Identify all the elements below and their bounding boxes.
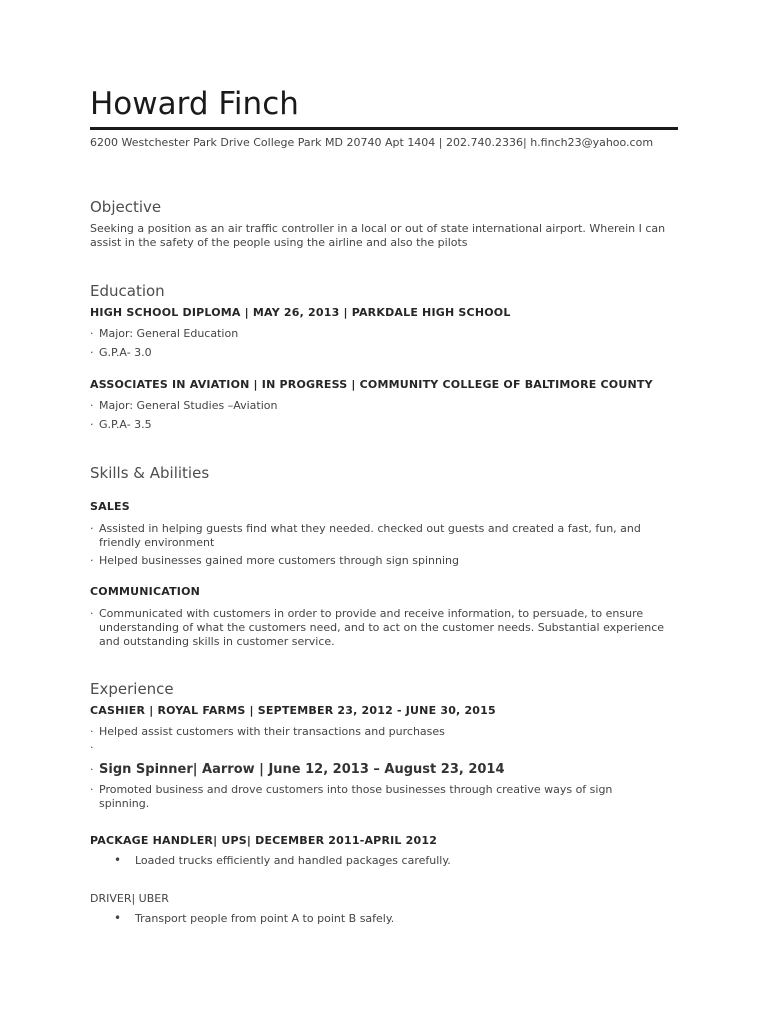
- job-driver-bullet-1: [114, 912, 394, 925]
- job-package-handler-bullet-1: [114, 854, 451, 867]
- bullet-text: G.P.A- 3.0: [99, 346, 152, 359]
- bullet-dot-icon: ·: [90, 399, 94, 412]
- bullet-dot-icon: ·: [90, 607, 94, 620]
- objective-text-content: Seeking a position as an air traffic controller in a local or out of state international airport. Wherein I can assist in the safety of the people using the airline and also the pilots: [90, 222, 666, 249]
- section-title-objective: Objective: [90, 198, 162, 216]
- bullet-dot-icon: ·: [90, 763, 94, 776]
- education-1-bullet-1: [90, 327, 680, 341]
- skills-heading-communication: COMMUNICATION: [90, 585, 201, 598]
- skills-communication-bullet-1: [90, 607, 670, 649]
- bullet-dot-icon: •: [114, 911, 122, 925]
- bullet-dot-icon: ·: [90, 783, 94, 796]
- job-sign-spinner-bullet-1: [90, 783, 650, 811]
- bullet-text: Promoted business and drove customers into those businesses through creative ways of sign spinning.: [99, 783, 613, 810]
- bullet-text: G.P.A- 3.5: [99, 418, 152, 431]
- job-heading-cashier: CASHIER | ROYAL FARMS | SEPTEMBER 23, 2012 - JUNE 30, 2015: [90, 704, 496, 717]
- bullet-text: Communicated with customers in order to provide and receive information, to persuade, to ensure understanding of what the customers need, and to act on the customer needs. Substantial experience and outstanding skills in customer service.: [99, 607, 665, 648]
- education-2-bullet-2: [90, 418, 680, 432]
- bullet-dot-icon: •: [114, 853, 122, 867]
- education-2-bullet-1: [90, 399, 680, 413]
- job-sign-spinner-heading-row: [90, 762, 680, 778]
- job-heading-driver: DRIVER| UBER: [90, 892, 169, 905]
- bullet-dot-icon: ·: [90, 327, 94, 340]
- skills-heading-sales: SALES: [90, 500, 130, 513]
- bullet-text: Major: General Education: [99, 327, 239, 340]
- job-cashier-bullet-1: [90, 725, 680, 739]
- bullet-dot-icon: ·: [90, 725, 94, 738]
- bullet-dot-icon: ·: [90, 346, 94, 359]
- education-1-bullet-2: [90, 346, 680, 360]
- job-heading-sign-spinner: Sign Spinner| Aarrow | June 12, 2013 – August 23, 2014: [99, 762, 505, 777]
- header-divider: [90, 127, 678, 130]
- bullet-text: Helped assist customers with their transactions and purchases: [99, 725, 445, 738]
- education-heading-1: HIGH SCHOOL DIPLOMA | MAY 26, 2013 | PARKDALE HIGH SCHOOL: [90, 306, 511, 319]
- objective-text: [90, 222, 670, 250]
- section-title-education: Education: [90, 282, 165, 300]
- contact-info: 6200 Westchester Park Drive College Park MD 20740 Apt 1404 | 202.740.2336| h.finch23@yahoo.com: [90, 136, 654, 149]
- bullet-dot-icon: ·: [90, 522, 94, 535]
- education-heading-2: ASSOCIATES IN AVIATION | IN PROGRESS | COMMUNITY COLLEGE OF BALTIMORE COUNTY: [90, 378, 653, 391]
- bullet-text: Loaded trucks efficiently and handled packages carefully.: [135, 854, 451, 867]
- skills-sales-bullet-2: [90, 554, 680, 568]
- bullet-text: Assisted in helping guests find what they needed. checked out guests and created a fast, fun, and friendly environment: [99, 522, 641, 549]
- job-heading-package-handler: PACKAGE HANDLER| UPS| DECEMBER 2011-APRIL 2012: [90, 834, 438, 847]
- bullet-text: Major: General Studies –Aviation: [99, 399, 278, 412]
- bullet-dot-icon: ·: [90, 554, 94, 567]
- skills-sales-bullet-1: [90, 522, 670, 550]
- resume-name: Howard Finch: [90, 86, 299, 122]
- section-title-experience: Experience: [90, 680, 174, 698]
- section-title-skills: Skills & Abilities: [90, 464, 210, 482]
- bullet-dot-icon: ·: [90, 418, 94, 431]
- bullet-text: Transport people from point A to point B safely.: [135, 912, 395, 925]
- bullet-dot-icon: ·: [90, 741, 94, 754]
- bullet-text: Helped businesses gained more customers through sign spinning: [99, 554, 459, 567]
